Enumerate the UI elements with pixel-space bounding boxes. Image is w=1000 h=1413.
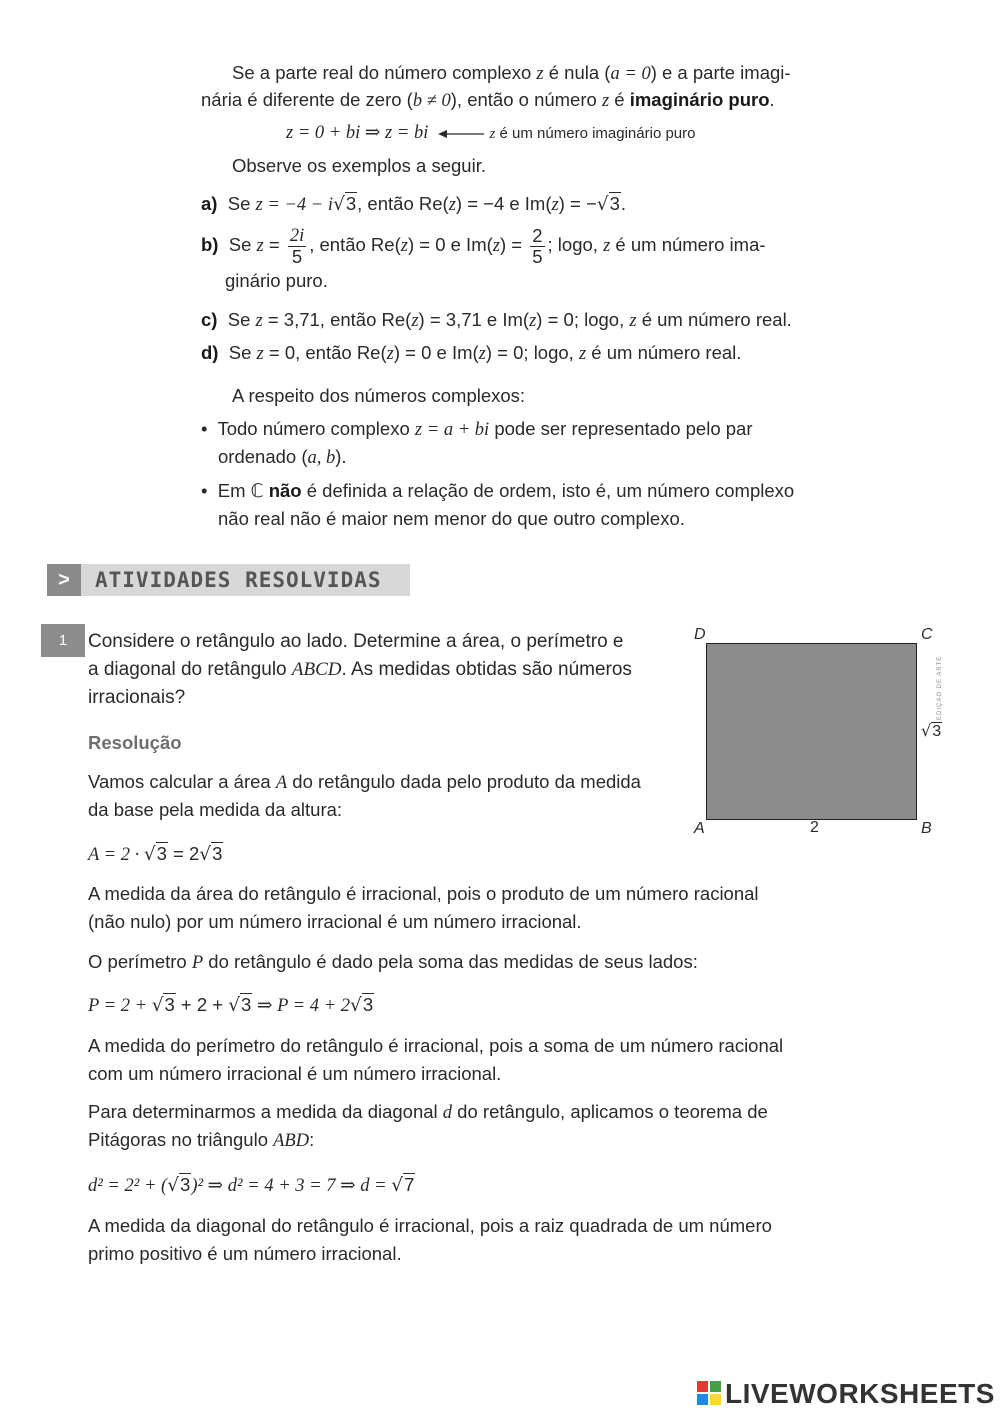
sqrt-symbol: √3	[199, 843, 223, 865]
section-header	[47, 564, 410, 596]
sqrt-symbol: √3	[596, 193, 620, 215]
question-text-line-1: Considere o retângulo ao lado. Determine a área, o perímetro e	[88, 631, 624, 652]
diagonal-intro-line-1: Para determinarmos a medida da diagonal d do retângulo, aplicamos o teorema de	[88, 1101, 768, 1123]
sqrt-symbol: √3	[167, 1174, 191, 1196]
sqrt-symbol: √3	[921, 721, 942, 740]
area-conclusion-line-2: (não nulo) por um número irracional é um número irracional.	[88, 911, 582, 932]
perimeter-intro: O perímetro P do retângulo é dado pela soma das medidas de seus lados:	[88, 951, 698, 973]
intro-line-2: nária é diferente de zero (b ≠ 0), então o número z é imaginário puro.	[201, 89, 775, 111]
vertex-label-a: A	[694, 820, 705, 837]
diagonal-conclusion-line-2: primo positivo é um número irracional.	[88, 1243, 402, 1264]
examples-intro: Observe os exemplos a seguir.	[232, 155, 486, 176]
note-bullet-1-line-2: ordenado (a, b).	[218, 446, 347, 468]
logo-square	[697, 1394, 708, 1405]
pure-imaginary-formula: z = 0 + bi ⇒ z = bi z é um número imaginário puro	[286, 119, 695, 147]
logo-square	[697, 1381, 708, 1392]
question-number-badge: 1	[41, 624, 85, 657]
sqrt-symbol: √3	[151, 994, 175, 1016]
sqrt-symbol: √3	[228, 994, 252, 1016]
logo-grid-icon	[697, 1381, 721, 1405]
example-b-line-2: ginário puro.	[225, 270, 328, 291]
question-text-line-3: irracionais?	[88, 687, 186, 708]
arrow-left-icon	[438, 120, 484, 146]
base-measure: 2	[810, 819, 819, 836]
sqrt-symbol: √3	[350, 994, 374, 1016]
note-bullet-1: • Todo número complexo z = a + bi pode ser representado pelo par	[201, 418, 753, 440]
example-b: b) Se z = $\frac{2i}{5}$ , então Re(z) = 0 e Im(z) = $\frac{2}{5}$ ; logo, z é um número ima-	[201, 224, 766, 267]
area-formula: A = 2 · √3 = 2√3	[88, 841, 223, 868]
diagonal-intro-line-2: Pitágoras no triângulo ABD:	[88, 1129, 315, 1151]
area-intro-line-1: Vamos calcular a área A do retângulo dada pelo produto da medida	[88, 771, 641, 793]
art-credit: EDIÇÃO DE ARTE	[937, 655, 943, 720]
rectangle-abcd	[706, 643, 917, 820]
sqrt-symbol: √7	[391, 1174, 415, 1196]
area-intro-line-2: da base pela medida da altura:	[88, 799, 343, 820]
logo-text: LIVEWORKSHEETS	[725, 1378, 995, 1409]
example-c: c) Se z = 3,71, então Re(z) = 3,71 e Im(z) = 0; logo, z é um número real.	[201, 309, 792, 331]
diagonal-formula: d² = 2² + (√3)² ⇒ d² = 4 + 3 = 7 ⇒ d = √7	[88, 1172, 415, 1199]
perimeter-conclusion-line-1: A medida do perímetro do retângulo é irracional, pois a soma de um número racional	[88, 1035, 784, 1056]
vertex-label-d: D	[694, 626, 706, 643]
logo-square	[710, 1381, 721, 1392]
chevron-right-icon: >	[47, 564, 81, 596]
vertex-label-b: B	[921, 820, 932, 837]
logo-square	[710, 1394, 721, 1405]
question-text-line-2: a diagonal do retângulo ABCD. As medidas obtidas são números	[88, 659, 632, 680]
perimeter-conclusion-line-2: com um número irracional é um número irracional.	[88, 1063, 502, 1084]
example-d: d) Se z = 0, então Re(z) = 0 e Im(z) = 0; logo, z é um número real.	[201, 342, 742, 364]
resolution-heading: Resolução	[88, 732, 182, 753]
height-measure	[921, 721, 942, 741]
notes-intro: A respeito dos números complexos:	[232, 385, 526, 406]
note-bullet-2-line-2: não real não é maior nem menor do que outro complexo.	[218, 508, 685, 529]
vertex-label-c: C	[921, 626, 933, 643]
sqrt-symbol: √3	[333, 193, 357, 215]
fraction: $\frac{2}{5}$	[532, 224, 543, 267]
section-title: ATIVIDADES RESOLVIDAS	[95, 568, 382, 592]
example-a: a) Se z = −4 − i√3, então Re(z) = −4 e Im(z) = −√3.	[201, 191, 626, 218]
note-bullet-2: • Em ℂ não é definida a relação de ordem, isto é, um número complexo	[201, 480, 795, 501]
intro-line-1: Se a parte real do número complexo z é nula (a = 0) e a parte imagi-	[232, 62, 791, 84]
area-conclusion-line-1: A medida da área do retângulo é irracional, pois o produto de um número racional	[88, 883, 759, 904]
perimeter-formula: P = 2 + √3 + 2 + √3 ⇒ P = 4 + 2√3	[88, 992, 374, 1019]
fraction: $\frac{2i}{5}$	[289, 225, 305, 267]
diagonal-conclusion-line-1: A medida da diagonal do retângulo é irracional, pois a raiz quadrada de um número	[88, 1215, 772, 1236]
sqrt-symbol: √3	[143, 843, 167, 865]
